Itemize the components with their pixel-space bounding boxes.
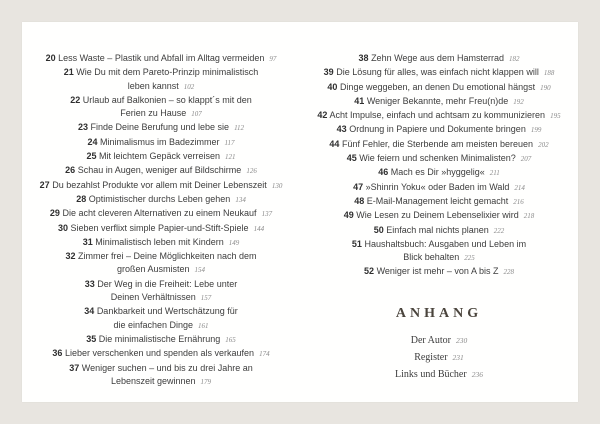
chapter-number: 45 xyxy=(346,153,357,164)
toc-entry xyxy=(306,195,572,209)
toc-entry-line xyxy=(28,263,294,277)
chapter-number: 24 xyxy=(87,136,98,147)
page-number: 174 xyxy=(259,350,270,359)
toc-column-right xyxy=(300,22,578,402)
chapter-number: 37 xyxy=(69,362,80,373)
toc-entry-line xyxy=(28,66,294,79)
toc-entry-line xyxy=(28,179,294,193)
toc-entry-line xyxy=(28,333,294,347)
toc-entry xyxy=(306,209,572,223)
chapter-title: »Shinrin Yoku« oder Baden im Wald xyxy=(365,181,510,192)
chapter-title: Deinen Verhältnissen xyxy=(110,292,196,303)
chapter-number: 21 xyxy=(63,67,74,78)
toc-entry-line xyxy=(28,193,294,207)
page-number: 161 xyxy=(198,321,209,330)
page-number: 182 xyxy=(508,55,520,63)
book-page xyxy=(22,22,578,402)
chapter-title: Die Lösung für alles, was einfach nicht klappen will xyxy=(336,67,539,78)
chapter-title: Haushaltsbuch: Ausgaben und Leben im xyxy=(364,238,527,249)
toc-entry-line xyxy=(306,138,572,152)
toc-entry-line xyxy=(28,236,294,250)
chapter-number: 32 xyxy=(65,251,76,262)
chapter-title: Lieber verschenken und spenden als verkaufen xyxy=(64,348,255,359)
page-number: 134 xyxy=(235,195,246,204)
chapter-number: 35 xyxy=(86,333,97,344)
toc-entry-line xyxy=(306,181,572,195)
appendix-heading: ANHANG xyxy=(395,305,483,321)
page-number: 144 xyxy=(253,224,265,233)
toc-entry xyxy=(28,250,294,278)
appendix-item xyxy=(306,366,572,383)
toc-entry-line xyxy=(306,66,572,80)
chapter-title: Die acht cleveren Alternativen zu einem Neukauf xyxy=(62,208,257,219)
toc-entry xyxy=(306,224,572,238)
toc-column-left xyxy=(22,22,300,402)
toc-entry xyxy=(306,238,572,266)
toc-entry-line xyxy=(28,319,294,333)
page-number: 137 xyxy=(261,210,273,219)
toc-entry-line xyxy=(306,238,572,251)
chapter-title: Acht Impulse, einfach und achtsam zu kommunizieren xyxy=(329,110,546,121)
page-number: 126 xyxy=(246,167,257,176)
chapter-title: Optimistischer durchs Leben gehen xyxy=(88,193,231,204)
chapter-title: Weniger ist mehr – von A bis Z xyxy=(376,266,499,277)
toc-entry-line xyxy=(306,224,572,238)
toc-entry-line xyxy=(306,81,572,95)
chapter-number: 31 xyxy=(82,236,93,247)
chapter-number: 36 xyxy=(52,348,63,359)
toc-entry xyxy=(28,305,294,333)
chapter-title: Ferien zu Hause xyxy=(120,108,187,119)
appendix-section xyxy=(306,307,572,383)
appendix-item xyxy=(306,349,572,366)
page-number: 199 xyxy=(530,126,542,135)
toc-entry xyxy=(306,181,572,195)
page-number: 190 xyxy=(540,83,551,92)
toc-entry xyxy=(306,109,572,123)
toc-entry xyxy=(28,236,294,250)
chapter-title: Einfach mal nichts planen xyxy=(386,224,489,235)
chapter-title: Finde Deine Berufung und lebe sie xyxy=(90,122,230,133)
page-number: 211 xyxy=(489,169,500,178)
toc-entry xyxy=(306,52,572,66)
chapter-title: Blick behalten xyxy=(403,252,460,263)
chapter-number: 38 xyxy=(358,53,369,63)
chapter-number: 52 xyxy=(364,266,375,277)
toc-entry-line xyxy=(306,209,572,223)
toc-entry-line xyxy=(28,291,294,305)
chapter-title: Du bezahlst Produkte vor allem mit Deiner Lebenszeit xyxy=(52,179,267,190)
chapter-title: Dinge weggeben, an denen Du emotional hängst xyxy=(339,81,536,92)
chapter-number: 48 xyxy=(354,195,365,206)
chapter-number: 34 xyxy=(84,306,95,317)
chapter-title: Zimmer frei – Deine Möglichkeiten nach dem xyxy=(77,251,257,262)
page-number: 207 xyxy=(520,155,532,164)
toc-entry-line xyxy=(28,80,294,94)
page-number: 188 xyxy=(543,69,555,78)
chapter-title: Wie Lesen zu Deinem Lebenselixier wird xyxy=(356,210,519,221)
toc-entry-line xyxy=(28,94,294,107)
toc-entry xyxy=(28,362,294,390)
toc-entry-line xyxy=(306,95,572,109)
chapter-number: 40 xyxy=(327,81,338,92)
page-number: 225 xyxy=(464,254,475,263)
toc-entry-line xyxy=(28,150,294,164)
toc-entry-line xyxy=(306,251,572,265)
chapter-number: 43 xyxy=(336,124,347,135)
page-number: 112 xyxy=(234,124,245,133)
chapter-number: 23 xyxy=(77,122,88,133)
chapter-number: 49 xyxy=(343,210,354,221)
chapter-title: Sieben verflixt simple Papier-und-Stift-Spiele xyxy=(70,222,249,233)
toc-entry xyxy=(306,95,572,109)
appendix-item-label: Der Autor xyxy=(410,335,452,347)
chapter-number: 41 xyxy=(354,95,365,106)
chapter-title: Lebenszeit gewinnen xyxy=(110,375,196,386)
page-number: 222 xyxy=(493,226,505,235)
toc-entry xyxy=(28,207,294,221)
chapter-number: 39 xyxy=(323,67,334,78)
page-number: 216 xyxy=(513,197,524,206)
page-number: 117 xyxy=(224,138,235,147)
chapter-title: Zehn Wege aus dem Hamsterrad xyxy=(371,53,504,63)
chapter-number: 22 xyxy=(70,94,81,105)
page-number: 192 xyxy=(513,97,524,106)
page-number: 107 xyxy=(191,110,202,119)
chapter-title: die einfachen Dinge xyxy=(113,319,194,330)
toc-entry xyxy=(28,136,294,150)
toc-entry-line xyxy=(28,222,294,236)
chapter-title: Mach es Dir »hyggelig« xyxy=(390,167,485,178)
chapter-number: 44 xyxy=(329,138,340,149)
toc-entries-right xyxy=(306,52,572,280)
toc-entry xyxy=(28,179,294,193)
toc-entry xyxy=(28,347,294,361)
chapter-number: 42 xyxy=(317,110,328,121)
appendix-item-label: Register xyxy=(414,352,448,364)
chapter-number: 47 xyxy=(353,181,364,192)
chapter-title: Dankbarkeit und Wertschätzung für xyxy=(96,306,238,317)
chapter-title: Die minimalistische Ernährung xyxy=(98,333,221,344)
chapter-number: 20 xyxy=(45,53,56,63)
toc-entry-line xyxy=(306,166,572,180)
toc-entry xyxy=(28,94,294,122)
page-number: 179 xyxy=(200,377,212,386)
page-number: 228 xyxy=(503,268,514,277)
page-number: 195 xyxy=(550,112,561,121)
chapter-number: 46 xyxy=(378,167,389,178)
toc-entry-line xyxy=(306,109,572,123)
chapter-title: Minimalismus im Badezimmer xyxy=(100,136,220,147)
toc-entry xyxy=(28,333,294,347)
chapter-title: Wie feiern und schenken Minimalisten? xyxy=(359,153,516,164)
chapter-number: 51 xyxy=(351,238,362,249)
toc-entry-line xyxy=(28,136,294,150)
chapter-number: 27 xyxy=(39,179,50,190)
toc-entry-line xyxy=(28,305,294,318)
page-number: 214 xyxy=(514,183,525,192)
page-number: 202 xyxy=(538,140,549,149)
page-number: 165 xyxy=(225,335,236,344)
toc-entry-line xyxy=(28,362,294,375)
toc-entry xyxy=(306,265,572,279)
page-number: 157 xyxy=(200,294,212,303)
chapter-title: Weniger suchen – und bis zu drei Jahre an xyxy=(81,362,253,373)
chapter-number: 28 xyxy=(76,193,87,204)
page-number: 130 xyxy=(271,181,283,190)
chapter-number: 26 xyxy=(65,165,76,176)
chapter-title: Weniger Bekannte, mehr Freu(n)de xyxy=(366,95,509,106)
chapter-title: Schau in Augen, weniger auf Bildschirme xyxy=(77,165,242,176)
page-number: 102 xyxy=(183,82,195,91)
page-number: 230 xyxy=(456,336,468,346)
toc-entry-line xyxy=(306,265,572,279)
toc-entry-line xyxy=(306,152,572,166)
appendix-item-label: Links und Bücher xyxy=(395,369,467,381)
chapter-title: E-Mail-Management leicht gemacht xyxy=(366,195,509,206)
toc-entry xyxy=(28,66,294,94)
chapter-number: 29 xyxy=(49,208,60,219)
chapter-title: leben kannst xyxy=(127,80,179,91)
page-number: 97 xyxy=(269,55,277,63)
chapter-title: Der Weg in die Freiheit: Lebe unter xyxy=(97,278,238,289)
toc-entry xyxy=(28,150,294,164)
page-number: 149 xyxy=(228,238,240,247)
toc-entry-line xyxy=(28,121,294,135)
chapter-title: großen Ausmisten xyxy=(116,264,190,275)
toc-entry xyxy=(28,121,294,135)
chapter-title: Minimalistisch leben mit Kindern xyxy=(95,236,224,247)
toc-entry-line xyxy=(28,164,294,178)
chapter-title: Urlaub auf Balkonien – so klappt´s mit den xyxy=(82,94,252,105)
page-number: 236 xyxy=(471,370,483,380)
toc-entry-line xyxy=(28,278,294,291)
toc-entry xyxy=(306,152,572,166)
chapter-title: Fünf Fehler, die Sterbende am meisten bereuen xyxy=(341,138,534,149)
toc-entry xyxy=(28,193,294,207)
chapter-number: 33 xyxy=(84,278,95,289)
chapter-number: 30 xyxy=(57,222,68,233)
toc-entry-line xyxy=(28,52,294,66)
toc-entry xyxy=(306,166,572,180)
toc-entry xyxy=(28,222,294,236)
toc-entry xyxy=(28,278,294,306)
toc-entry-line xyxy=(306,52,572,66)
page-number: 218 xyxy=(523,212,535,221)
toc-entry-line xyxy=(28,375,294,389)
toc-entry-line xyxy=(28,250,294,263)
page-number: 121 xyxy=(225,153,236,162)
page-number: 231 xyxy=(452,353,464,363)
toc-entry-line xyxy=(28,347,294,361)
toc-entry xyxy=(306,123,572,137)
table-of-contents xyxy=(22,22,578,402)
chapter-title: Less Waste – Plastik und Abfall im Alltag vermeiden xyxy=(58,53,265,63)
toc-entry-line xyxy=(28,207,294,221)
chapter-title: Ordnung in Papiere und Dokumente bringen xyxy=(349,124,526,135)
appendix-item xyxy=(306,332,572,349)
chapter-number: 50 xyxy=(373,224,384,235)
toc-entry xyxy=(306,81,572,95)
toc-entry xyxy=(306,138,572,152)
toc-entry xyxy=(28,52,294,66)
toc-entry xyxy=(28,164,294,178)
toc-entry-line xyxy=(28,107,294,121)
chapter-title: Mit leichtem Gepäck verreisen xyxy=(98,151,221,162)
chapter-title: Wie Du mit dem Pareto-Prinzip minimalistisch xyxy=(76,67,259,78)
page-number: 154 xyxy=(194,266,206,275)
appendix-items xyxy=(306,332,572,383)
toc-entry xyxy=(306,66,572,80)
chapter-number: 25 xyxy=(86,151,97,162)
toc-entry-line xyxy=(306,123,572,137)
toc-entry-line xyxy=(306,195,572,209)
